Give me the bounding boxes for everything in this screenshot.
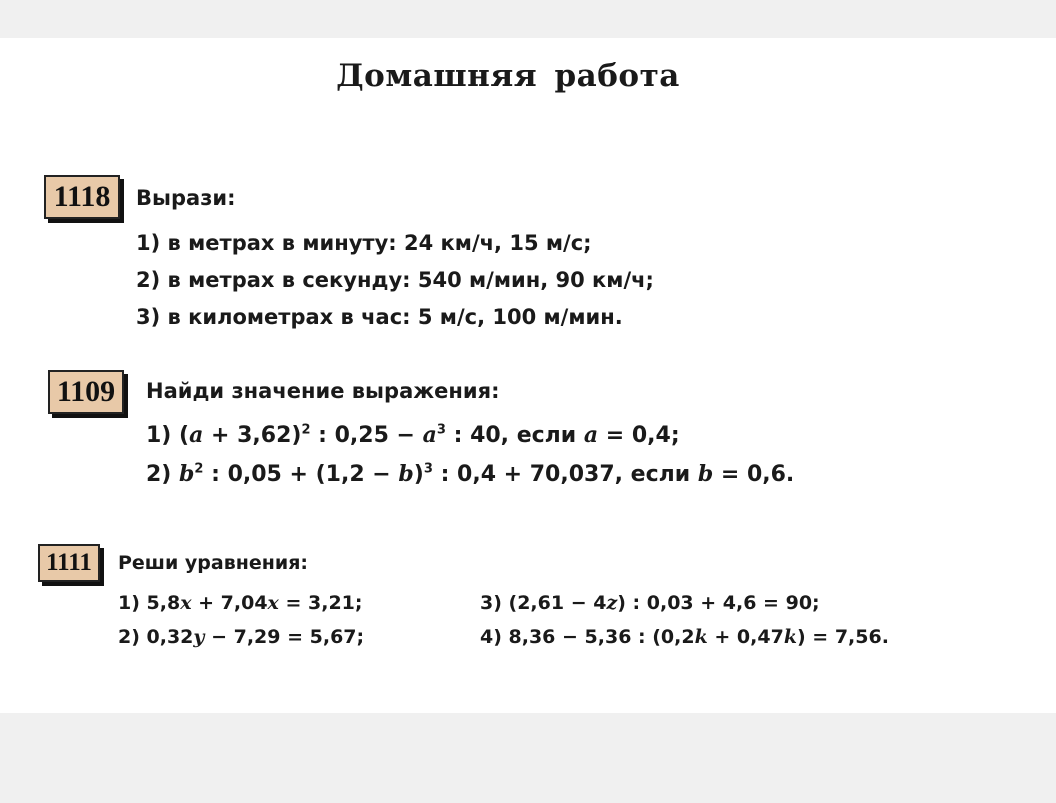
task-heading: Найди значение выражения: xyxy=(146,379,500,403)
page-title: Домашняя работа xyxy=(336,58,680,94)
equation-item: 3) (2,61 − 4z) : 0,03 + 4,6 = 90; xyxy=(480,592,820,614)
task-item: 2) $b^2$ : $0,05 + (1,2 - b)^3$ : 0,4 + 70,037, если b = 0,6. xyxy=(146,461,795,487)
task-number-badge: 1118 xyxy=(44,175,120,219)
task-number-badge: 1111 xyxy=(38,544,100,582)
task-item: 1) в метрах в минуту: 24 км/ч, 15 м/с; xyxy=(136,231,592,255)
bottom-letterbox xyxy=(0,713,1056,803)
top-letterbox xyxy=(0,0,1056,38)
equation-item: 2) 0,32y − 7,29 = 5,67; xyxy=(118,626,365,648)
task-heading: Реши уравнения: xyxy=(118,552,308,574)
equation-item: 4) 8,36 − 5,36 : (0,2k + 0,47k) = 7,56. xyxy=(480,626,889,648)
task-item: 2) в метрах в секунду: 540 м/мин, 90 км/ч; xyxy=(136,268,654,292)
equation-item: 1) 5,8x + 7,04x = 3,21; xyxy=(118,592,363,614)
task-item: 3) в километрах в час: 5 м/с, 100 м/мин. xyxy=(136,305,623,329)
task-number-badge: 1109 xyxy=(48,370,124,414)
task-heading: Вырази: xyxy=(136,186,236,210)
task-item: 1) $(a + 3,62)^2$ : $0,25 - a^3$ : 40, если a = 0,4; xyxy=(146,422,680,448)
